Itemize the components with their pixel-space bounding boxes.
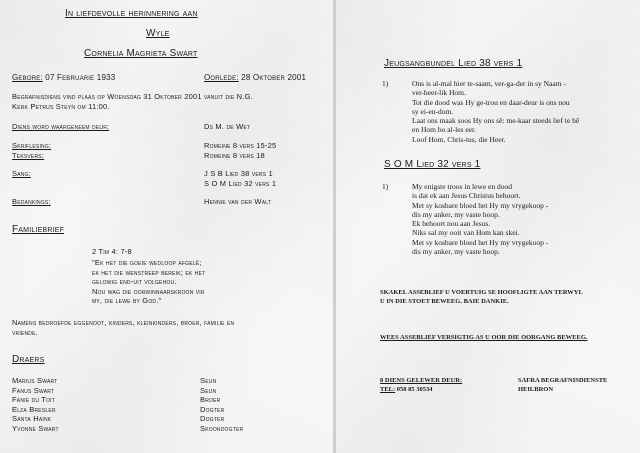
song-value-2: S O M Lied 32 vers 1 <box>204 179 277 188</box>
crossing-warning: WEES ASSEBLIEF VERSIGTIG AS U OOR DIE OORGANG BEWEEG. <box>380 334 588 341</box>
bearer-name: Fanie du Toit <box>12 395 56 405</box>
family-line-1: Namens bedroefde eggenoot, kinders, kleinkinders, broer, familie en <box>12 318 235 327</box>
bearers-names <box>12 376 59 434</box>
hymn2-title: S O M Lied 32 vers 1 <box>384 159 481 170</box>
scripture-value: Romeine 8 vers 15-25 <box>204 141 277 150</box>
hymn2-verse <box>412 182 548 256</box>
bearer-name: Santa Haink <box>12 414 52 424</box>
hymn1-verse <box>412 79 579 144</box>
hymn1-title: Jeugsangbundel Lied 38 vers 1 <box>384 58 523 69</box>
wyle-heading: Wyle <box>146 28 170 39</box>
letter-reference: 2 Tim 4: 7-8 <box>92 247 132 256</box>
bearer-name: Yvonne Swart <box>12 423 59 433</box>
bearer-relation: Broer <box>200 395 221 405</box>
provider-town: HEILBRON <box>518 386 554 393</box>
died-date: 28 Oktober 2001 <box>241 73 307 82</box>
hymn2-line: is dat ek aan Jesus Christus behoort. <box>412 191 521 201</box>
bearer-name: Marius Swart <box>12 376 58 385</box>
bearers-relations <box>200 376 243 434</box>
headlights-notice-1: SKAKEL ASSEBLIEF U VOERTUIG SE HOOFLIGTE AAN TERWYL <box>380 289 583 296</box>
born-row <box>12 73 115 82</box>
funeral-line-2: Kerk Petrus Steyn om 11:00. <box>12 102 110 111</box>
hymn2-line: My enigste troos in lewe en dood <box>412 182 512 191</box>
song-value-1: J S B Lied 38 vers 1 <box>204 169 273 178</box>
hymn2-number: 1) <box>382 182 389 191</box>
telephone-row <box>380 386 433 393</box>
text-verse-value: Romeine 8 vers 18 <box>204 151 265 160</box>
letter-verse <box>92 258 205 306</box>
hymn1-line: Tot die dood was Hy ge-trou en daar-deur is ons nou <box>412 97 570 107</box>
born-label: Gebore: <box>12 73 43 82</box>
hymn1-line: sy ei-en-dom. <box>412 106 454 116</box>
memorial-heading: In liefdevolle herinnering aan <box>65 8 198 19</box>
hymn2-line: dis my anker, my vaste hoop. <box>412 209 500 219</box>
hymn2-line: Met sy kosbare bloed het Hy my vrygekoop - <box>412 200 549 210</box>
hymn2-line: Niks sal my ooit van Hom kan skei. <box>412 228 520 238</box>
bearer-relation: Skoondogter <box>200 423 244 433</box>
text-verse-label: Teksvers: <box>12 151 45 160</box>
provider-name: SAFRA BEGRAFNISDIENSTE <box>518 377 608 384</box>
service-label: Diens word waargeneem deur: <box>12 122 110 131</box>
scripture-label: Skriflesing: <box>12 141 52 150</box>
died-label: Oorlede: <box>204 73 239 82</box>
letter-line: "Ek het die goeie wedloop afgelê; <box>92 258 202 267</box>
letter-line: gelowig end-uit volgehou. <box>92 277 177 287</box>
hymn1-line: en Hom bo al-les eer. <box>412 125 476 135</box>
telephone-number: 058 85 30534 <box>396 386 433 393</box>
service-provider-label: 8 DIENS GELEWER DEUR: <box>380 377 463 384</box>
hymn2-line: Met sy kosbare bloed het Hy my vrygekoop - <box>412 237 549 247</box>
bearer-relation: Seun <box>200 385 217 395</box>
hymn1-line: ver-heer-lik Hom. <box>412 88 466 98</box>
bearers-title: Draers <box>12 354 45 365</box>
hymn1-line: Ons is al-mal hier te-saam, ver-ga-der in sy Naam - <box>412 79 566 88</box>
bearer-relation: Dogter <box>200 414 225 424</box>
letter-line: my, die lewe by God." <box>92 296 162 306</box>
letter-line: Nou wag die oorwinnaarskroon vir <box>92 286 205 296</box>
hymn2-line: Ek behoort nou aan Jesus. <box>412 219 491 229</box>
letter-line: ek het die wenstreep bereik; ek het <box>92 267 206 277</box>
hymn1-line: Laat ons maak soos Hy ons sê: me-kaar steeds lief te hê <box>412 116 580 126</box>
service-value: Ds M. de Wet <box>204 122 251 131</box>
right-page <box>336 0 640 453</box>
headlights-notice-2: U IN DIE STOET BEWEEG. BAIE DANKIE. <box>380 298 509 305</box>
thanks-value: Hennie van der Walt <box>204 197 272 206</box>
hymn1-line: Loof Hom, Chris-tus, die Heer. <box>412 134 506 144</box>
died-row <box>204 73 306 82</box>
family-line-2: vriende. <box>12 328 38 337</box>
born-date: 07 Februarie 1933 <box>45 73 116 82</box>
thanks-label: Bedankings: <box>12 197 51 206</box>
bearer-relation: Dogter <box>200 404 225 414</box>
deceased-name: Cornelia Magrieta Swart <box>84 48 198 59</box>
bearer-relation: Seun <box>200 376 217 385</box>
song-label: Sang: <box>12 169 31 178</box>
telephone-label: TEL: <box>380 386 396 393</box>
hymn2-line: dis my anker, my vaste hoop. <box>412 247 500 257</box>
bearer-name: Fanus Swart <box>12 385 55 395</box>
hymn1-number: 1) <box>382 79 389 88</box>
letter-title: Familiebrief <box>12 224 65 235</box>
funeral-line-1: Begrafnisdiens vind plaas op Woensdag 31 Oktober 2001 vanuit die N.G. <box>12 92 253 101</box>
bearer-name: Elza Bresler <box>12 404 56 414</box>
